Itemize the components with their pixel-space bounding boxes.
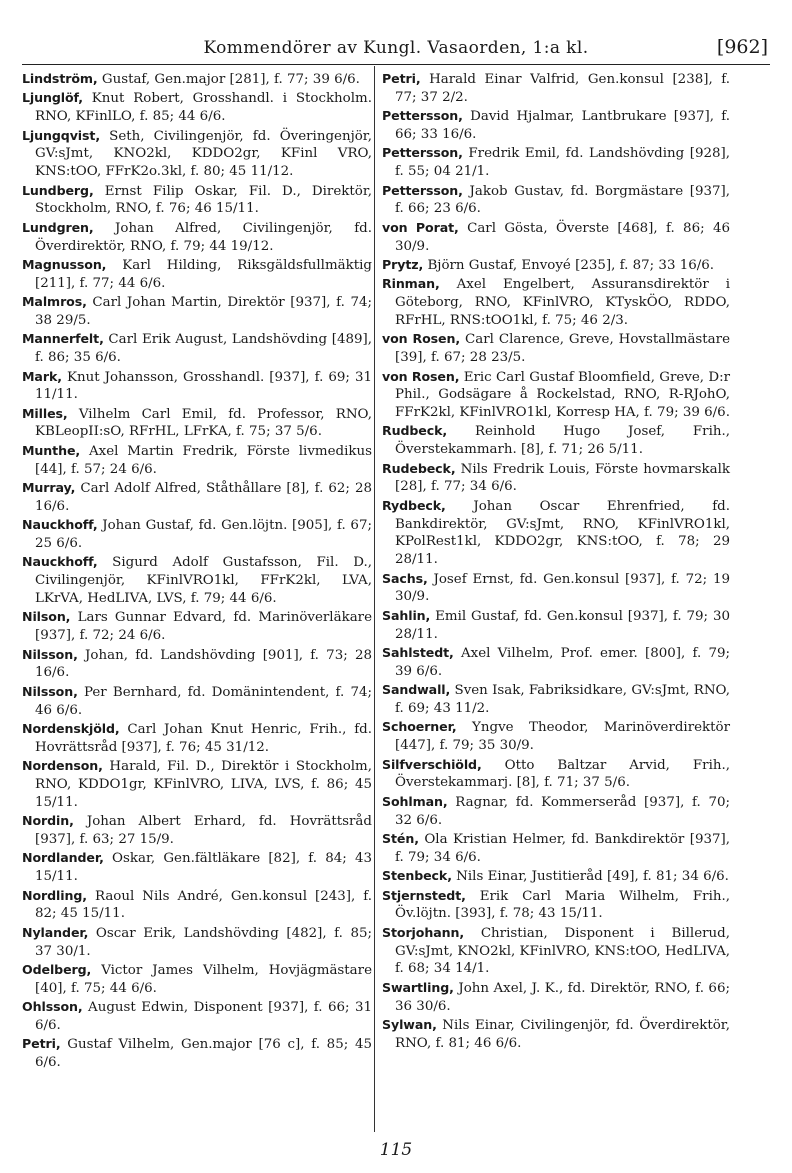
register-entry [22, 757, 372, 811]
register-entry [22, 368, 372, 405]
register-entry [382, 830, 730, 867]
register-entry [22, 293, 372, 330]
entry-name: Petri, [382, 71, 421, 86]
left-column [22, 70, 372, 1072]
entry-name: Silfverschiöld, [382, 756, 482, 772]
entry-name: Nordin, [22, 813, 74, 829]
entry-text: Ernst Filip Oskar, Fil. D., Direktör, Stockholm, RNO, f. 76; 46 15/11. [35, 183, 372, 217]
entry-name: Pettersson, [382, 108, 463, 124]
entry-name: Sylwan, [382, 1016, 437, 1032]
register-entry [22, 720, 372, 757]
register-entry [22, 1035, 372, 1072]
entry-name: Mannerfelt, [22, 331, 104, 347]
entry-text: Carl Johan Knut Henric, Frih., fd. Hovrättsråd [937], f. 76; 45 31/12. [35, 721, 372, 755]
register-entry [22, 961, 372, 998]
entry-name: von Porat, [382, 219, 459, 235]
entry-text: Gustaf, Gen.major [281], f. 77; 39 6/6. [101, 72, 360, 87]
entry-text: Vilhelm Carl Emil, fd. Professor, RNO, KBLeopII:sO, RFrHL, LFrKA, f. 75; 37 5/6. [35, 406, 372, 440]
register-entry [382, 570, 730, 607]
entry-text: Nils Einar, Civilingenjör, fd. Överdirektör, RNO, f. 81; 46 6/6. [395, 1017, 730, 1051]
register-entry [382, 718, 730, 755]
entry-text: Johan Alfred, Civilingenjör, fd. Överdirektör, RNO, f. 79; 44 19/12. [35, 220, 372, 254]
register-entry [22, 608, 372, 645]
entry-name: Sohlman, [382, 793, 448, 809]
register-entry [382, 979, 730, 1016]
entry-text: Carl Gösta, Överste [468], f. 86; 46 30/9. [395, 220, 731, 254]
header-rule [22, 64, 770, 65]
entry-text: Axel Vilhelm, Prof. emer. [800], f. 79; 39 6/6. [395, 646, 730, 679]
header-page-number: [962] [716, 36, 768, 58]
entry-text: David Hjalmar, Lantbrukare [937], f. 66; 33 16/6. [395, 109, 730, 142]
entry-text: Otto Baltzar Arvid, Frih., Överstekammarj. [8], f. 71; 37 5/6. [395, 757, 730, 791]
entry-text: Christian, Disponent i Billerud, GV:sJmt, KNO2kl, KFinlVRO, KNS:tOO, HedLIVA, f. 68; 34 14/1. [395, 925, 730, 977]
entry-text: Carl Clarence, Greve, Hovstallmästare [39], f. 67; 28 23/5. [395, 332, 730, 366]
entry-text: Seth, Civilingenjör, fd. Överingenjör, GV:sJmt, KNO2kl, KDDO2gr, KFinl VRO, KNS:tOO, FFrK2o.3kl, f. 80; 45 11/12. [35, 128, 372, 180]
entry-name: Magnusson, [22, 256, 107, 272]
register-entry [22, 442, 372, 479]
entry-text: Oskar, Gen.fältläkare [82], f. 84; 43 15/11. [35, 851, 372, 885]
entry-name: Lundberg, [22, 182, 94, 198]
register-entry [22, 812, 372, 849]
entry-name: Petri, [22, 1036, 61, 1052]
register-entry [22, 70, 372, 89]
register-entry [22, 127, 372, 181]
entry-text: Nils Einar, Justitieråd [49], f. 81; 34 6/6. [456, 869, 729, 885]
page-header [22, 36, 770, 66]
register-entry [382, 422, 730, 459]
register-entry [22, 479, 372, 516]
entry-name: Nauckhoff, [22, 517, 98, 533]
register-entry [22, 553, 372, 607]
entry-text: Lars Gunnar Edvard, fd. Marinöverläkare [937], f. 72; 24 6/6. [35, 610, 372, 644]
entry-text: Carl Erik August, Landshövding [489], f. 86; 35 6/6. [35, 332, 372, 366]
register-entry [382, 275, 730, 329]
right-column [382, 70, 730, 1053]
entry-text: Victor James Vilhelm, Hovjägmästare [40], f. 75; 44 6/6. [35, 962, 372, 996]
entry-name: Lundgren, [22, 219, 94, 235]
register-entry [22, 89, 372, 126]
register-entry [22, 849, 372, 886]
entry-text: Sven Isak, Fabriksidkare, GV:sJmt, RNO, f. 69; 43 11/2. [395, 683, 731, 716]
entry-text: Johan Gustaf, fd. Gen.löjtn. [905], f. 67; 25 6/6. [35, 518, 372, 552]
entry-name: Ohlsson, [22, 999, 83, 1015]
entry-name: Mark, [22, 368, 62, 384]
page-title: Kommendörer av Kungl. Vasaorden, 1:a kl. [203, 38, 589, 58]
register-entry [22, 516, 372, 553]
entry-text: Raoul Nils André, Gen.konsul [243], f. 82; 45 15/11. [35, 888, 372, 922]
entry-name: Nordling, [22, 887, 87, 903]
entry-text: Carl Adolf Alfred, Ståthållare [8], f. 62; 28 16/6. [35, 481, 373, 514]
register-entry [22, 998, 372, 1035]
entry-name: Lindström, [22, 71, 98, 86]
entry-text: Ragnar, fd. Kommerseråd [937], f. 70; 32 6/6. [395, 794, 730, 828]
entry-name: Nilson, [22, 609, 71, 625]
entry-name: Nylander, [22, 924, 89, 940]
entry-text: Björn Gustaf, Envoyé [235], f. 87; 33 16/6. [427, 257, 715, 273]
entry-text: Reinhold Hugo Josef, Frih., Överstekammarh. [8], f. 71; 26 5/11. [395, 424, 730, 458]
entry-text: Fredrik Emil, fd. Landshövding [928], f. 55; 04 21/1. [395, 146, 730, 180]
register-entry [382, 182, 730, 219]
entry-name: Malmros, [22, 294, 87, 310]
entry-name: Ljungqvist, [22, 127, 101, 143]
register-entry [22, 219, 372, 256]
entry-text: Jakob Gustav, fd. Borgmästare [937], f. 66; 23 6/6. [395, 183, 730, 217]
entry-name: Murray, [22, 480, 76, 496]
register-entry [22, 924, 372, 961]
entry-text: Axel Martin Fredrik, Förste livmedikus [44], f. 57; 24 6/6. [35, 443, 372, 477]
register-entry [382, 330, 730, 367]
entry-text: Johan, fd. Landshövding [901], f. 73; 28 16/6. [35, 647, 372, 681]
entry-text: Yngve Theodor, Marinöverdirektör [447], f. 79; 35 30/9. [395, 720, 730, 754]
entry-text: Ola Kristian Helmer, fd. Bankdirektör [937], f. 79; 34 6/6. [395, 831, 730, 865]
entry-text: Axel Engelbert, Assuransdirektör i Göteborg, RNO, KFinlVRO, KTyskÖO, RDDO, RFrHL, RNS:tOO1kl, f. 75; 46 2/3. [395, 277, 730, 328]
entry-name: Odelberg, [22, 961, 92, 977]
register-entry [382, 107, 730, 144]
entry-text: Sigurd Adolf Gustafsson, Fil. D., Civilingenjör, KFinlVRO1kl, FFrK2kl, LVA, LKrVA, HedLIVA, LVS, f. 79; 44 6/6. [35, 555, 372, 607]
entry-name: Munthe, [22, 442, 81, 458]
register-entry [382, 607, 730, 644]
entry-name: Nilsson, [22, 683, 78, 699]
entry-text: Per Bernhard, fd. Domänintendent, f. 74; 46 6/6. [35, 684, 372, 718]
register-entry [382, 887, 730, 924]
register-entry [22, 405, 372, 442]
entry-name: Nauckhoff, [22, 554, 98, 570]
entry-name: Nordenson, [22, 758, 103, 774]
entry-text: Oscar Erik, Landshövding [482], f. 85; 37 30/1. [35, 925, 373, 959]
entry-text: Karl Hilding, Riksgäldsfullmäktig [211], f. 77; 44 6/6. [35, 257, 373, 291]
entry-text: Josef Ernst, fd. Gen.konsul [937], f. 72; 19 30/9. [395, 571, 730, 605]
entry-text: Nils Fredrik Louis, Förste hovmarskalk [28], f. 77; 34 6/6. [395, 461, 730, 495]
entry-name: Prytz, [382, 256, 424, 272]
entry-name: Stenbeck, [382, 868, 452, 884]
entry-text: Carl Johan Martin, Direktör [937], f. 74; 38 29/5. [35, 295, 372, 328]
register-entry [382, 460, 730, 497]
entry-name: Rudbeck, [382, 423, 448, 439]
register-entry [22, 683, 372, 720]
entry-name: Schoerner, [382, 719, 457, 735]
entry-name: Sahlstedt, [382, 645, 454, 661]
register-entry [382, 924, 730, 978]
entry-name: Rydbeck, [382, 497, 446, 513]
register-entry [382, 1016, 730, 1053]
entry-name: Nordenskjöld, [22, 720, 120, 736]
entry-text: Knut Robert, Grosshandl. i Stockholm. RNO, KFinlLO, f. 85; 44 6/6. [35, 91, 372, 125]
entry-name: Pettersson, [382, 182, 463, 198]
entry-name: Stjernstedt, [382, 887, 466, 903]
register-entry [382, 70, 730, 107]
entry-text: Gustaf Vilhelm, Gen.major [76 c], f. 85; 45 6/6. [35, 1037, 372, 1071]
entry-name: Nordlander, [22, 850, 104, 866]
register-entry [382, 644, 730, 681]
register-entry [382, 497, 730, 569]
entry-name: Swartling, [382, 979, 454, 995]
entry-text: Erik Carl Maria Wilhelm, Frih., Öv.löjtn. [393], f. 78; 43 15/11. [395, 888, 730, 922]
entry-name: Milles, [22, 405, 68, 421]
register-entry [382, 256, 730, 275]
entry-name: Sahlin, [382, 607, 431, 623]
column-divider [374, 66, 375, 1132]
entry-name: von Rosen, [382, 331, 461, 347]
register-entry [22, 330, 372, 367]
entry-name: Nilsson, [22, 646, 78, 662]
entry-text: Johan Albert Erhard, fd. Hovrättsråd [937], f. 63; 27 15/9. [35, 814, 372, 847]
register-entry [22, 256, 372, 293]
register-entry [22, 646, 372, 683]
entry-text: August Edwin, Disponent [937], f. 66; 31 6/6. [35, 1000, 372, 1033]
register-entry [382, 368, 730, 422]
entry-text: Knut Johansson, Grosshandl. [937], f. 69; 31 11/11. [35, 369, 372, 403]
footer-page-number: 115 [379, 1140, 413, 1160]
entry-name: Sandwall, [382, 682, 451, 698]
entry-name: Pettersson, [382, 145, 463, 161]
register-entry [382, 144, 730, 181]
entry-name: Stén, [382, 830, 419, 846]
entry-name: von Rosen, [382, 368, 460, 384]
entry-text: Eric Carl Gustaf Bloomfield, Greve, D:r Phil., Godsägare å Rockelstad, RNO, R-RJohO, FFrK2kl, KFinlVRO1kl, Korresp HA, f. 79; 39 6/6. [395, 369, 730, 421]
entry-name: Sachs, [382, 570, 428, 586]
register-entry [382, 756, 730, 793]
entry-name: Storjohann, [382, 924, 465, 940]
entry-text: Johan Oscar Ehrenfried, fd. Bankdirektör, GV:sJmt, RNO, KFinlVRO1kl, KPolRest1kl, KDDO2gr, KNS:tOO, f. 78; 29 28/11. [395, 498, 730, 568]
entry-text: John Axel, J. K., fd. Direktör, RNO, f. 66; 36 30/6. [395, 980, 730, 1014]
entry-name: Rudebeck, [382, 460, 456, 476]
entry-name: Ljunglöf, [22, 90, 83, 106]
entry-text: Harald Einar Valfrid, Gen.konsul [238], f. 77; 37 2/2. [395, 72, 730, 105]
register-entry [22, 887, 372, 924]
entry-text: Harald, Fil. D., Direktör i Stockholm, RNO, KDDO1gr, KFinlVRO, LIVA, LVS, f. 86; 45 15/11. [35, 759, 373, 810]
register-entry [382, 867, 730, 886]
entry-name: Rinman, [382, 276, 440, 292]
entry-text: Emil Gustaf, fd. Gen.konsul [937], f. 79; 30 28/11. [395, 608, 730, 642]
register-entry [22, 182, 372, 219]
register-entry [382, 681, 730, 718]
register-entry [382, 793, 730, 830]
register-entry [382, 219, 730, 256]
